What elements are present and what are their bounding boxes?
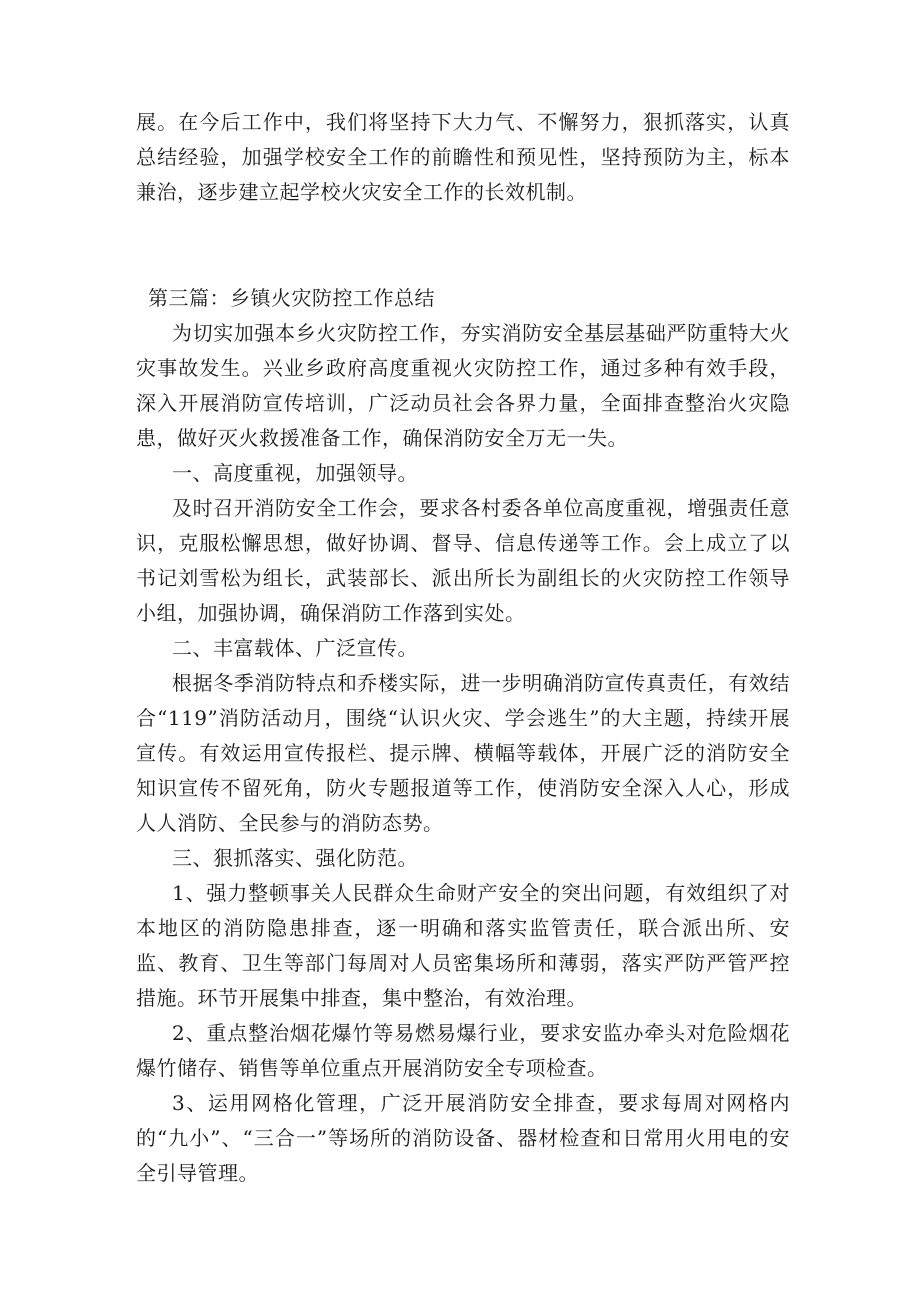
section-body bbox=[136, 316, 790, 1191]
list-item: 3、运用网格化管理，广泛开展消防安全排查，要求每周对网格内的“九小”、“三合一”等场所的消防设备、器材检查和日常用火用电的安全引导管理。 bbox=[136, 1091, 790, 1185]
list-item: 1、强力整顿事关人民群众生命财产安全的突出问题，有效组织了对本地区的消防隐患排查，逐一明确和落实监管责任，联合派出所、安监、教育、卫生等部门每周对人员密集场所和薄弱，落实严防严管严控措施。环节开展集中排查，集中整治，有效治理。 bbox=[136, 881, 790, 1010]
intro-section bbox=[136, 105, 790, 210]
body-paragraph: 及时召开消防安全工作会，要求各村委各单位高度重视，增强责任意识，克服松懈思想，做好协调、督导、信息传递等工作。会上成立了以书记刘雪松为组长，武装部长、派出所长为副组长的火灾防控工作领导小组，加强协调，确保消防工作落到实处。 bbox=[136, 496, 790, 625]
section-title: 第三篇：乡镇火灾防控工作总结 bbox=[148, 286, 435, 310]
body-paragraph: 根据冬季消防特点和乔楼实际，进一步明确消防宣传真责任，有效结合“119”消防活动月，围绕“认识火灾、学会逃生”的大主题，持续开展宣传。有效运用宣传报栏、提示牌、横幅等载体，开展广泛的消防安全知识宣传不留死角，防火专题报道等工作，使消防安全深入人心，形成人人消防、全民参与的消防态势。 bbox=[136, 671, 790, 835]
heading-three: 三、狠抓落实、强化防范。 bbox=[172, 846, 418, 870]
body-paragraph: 为切实加强本乡火灾防控工作，夯实消防安全基层基础严防重特大火灾事故发生。兴业乡政府高度重视火灾防控工作，通过多种有效手段，深入开展消防宣传培训，广泛动员社会各界力量，全面排查整治火灾隐患，做好灭火救援准备工作，确保消防安全万无一失。 bbox=[136, 321, 790, 450]
list-item: 2、重点整治烟花爆竹等易燃易爆行业，要求安监办牵头对危险烟花爆竹储存、销售等单位重点开展消防安全专项检查。 bbox=[136, 1021, 790, 1080]
heading-two: 二、丰富载体、广泛宣传。 bbox=[172, 636, 418, 660]
intro-paragraph: 展。在今后工作中，我们将坚持下大力气、不懈努力，狠抓落实，认真总结经验，加强学校安全工作的前瞻性和预见性，坚持预防为主，标本兼治，逐步建立起学校火灾安全工作的长效机制。 bbox=[136, 110, 790, 204]
heading-one: 一、高度重视，加强领导。 bbox=[172, 461, 418, 485]
